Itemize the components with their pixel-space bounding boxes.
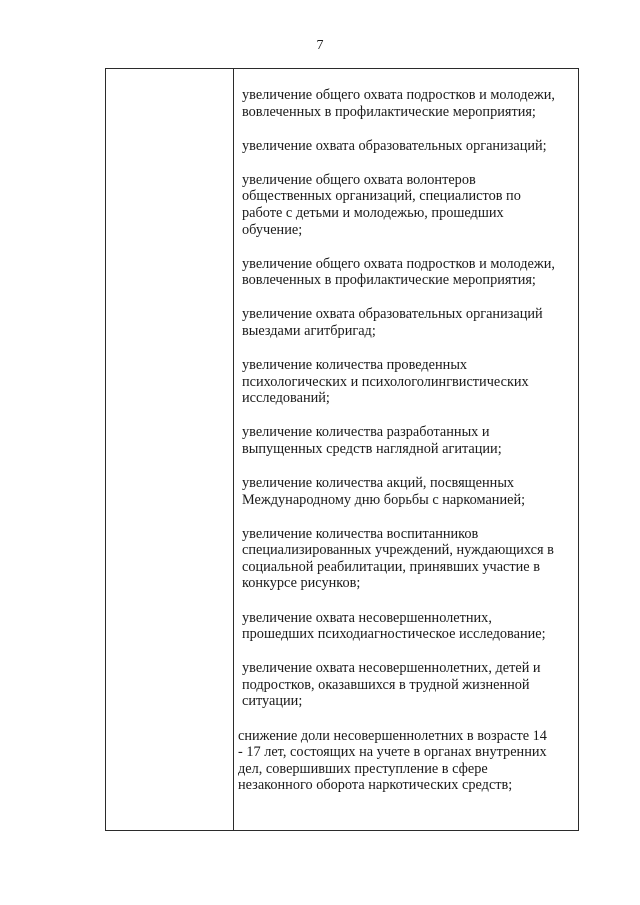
table-right-cell bbox=[238, 87, 573, 794]
column-divider bbox=[233, 69, 234, 830]
indicator-item: увеличение общего охвата подростков и молодежи, вовлеченных в профилактические мероприятия; bbox=[242, 87, 555, 120]
indicator-item: увеличение охвата несовершеннолетних, детей и подростков, оказавшихся в трудной жизненной ситуации; bbox=[242, 660, 541, 710]
indicator-item: увеличение общего охвата волонтеров общественных организаций, специалистов по работе с детьми и молодежью, прошедших обучение; bbox=[242, 171, 521, 238]
table-left-cell bbox=[106, 69, 233, 830]
indicator-item: увеличение общего охвата подростков и молодежи, вовлеченных в профилактические мероприятия; bbox=[242, 255, 555, 289]
indicator-item: снижение доли несовершеннолетних в возрасте 14 - 17 лет, состоящих на учете в органах внутренних дел, совершивших преступление в сфере незаконного оборота наркотических средств; bbox=[238, 727, 547, 794]
indicator-item: увеличение охвата несовершеннолетних, прошедших психодиагностическое исследование; bbox=[242, 609, 546, 643]
indicator-item: увеличение количества акций, посвященных Международному дню борьбы с наркоманией; bbox=[242, 475, 526, 508]
indicator-item: увеличение охвата образовательных организаций выездами агитбригад; bbox=[242, 306, 543, 339]
indicator-item: увеличение охвата образовательных организаций; bbox=[242, 137, 547, 154]
indicators-table bbox=[105, 68, 579, 831]
indicator-item: увеличение количества проведенных психологических и психологолингвистических исследований; bbox=[242, 357, 529, 407]
page-number: 7 bbox=[316, 38, 324, 53]
indicator-item: увеличение количества разработанных и выпущенных средств наглядной агитации; bbox=[242, 424, 502, 457]
indicator-item: увеличение количества воспитанников специализированных учреждений, нуждающихся в социальной реабилитации, принявших участие в конкурсе рисунков; bbox=[242, 525, 554, 592]
